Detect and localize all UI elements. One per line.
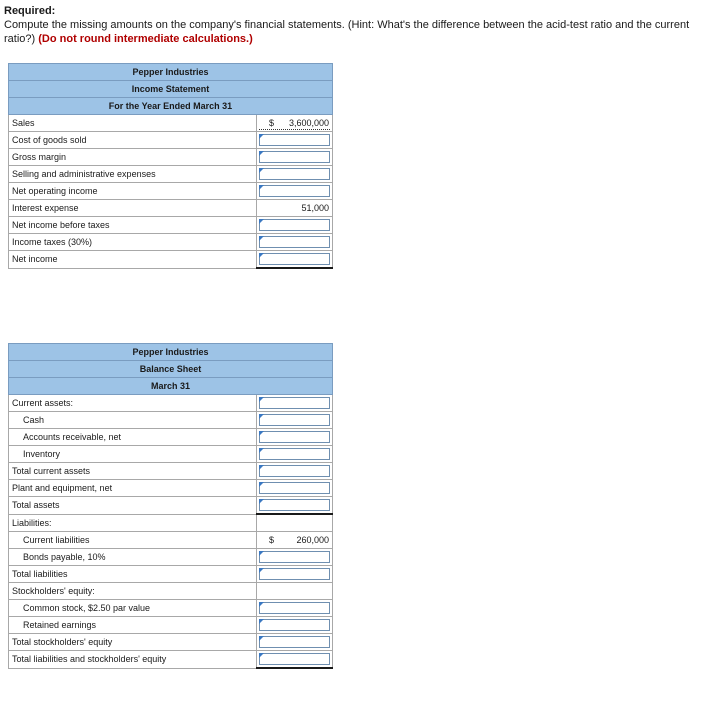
bs-row-amount-cell <box>257 651 333 669</box>
bs-row-label: Accounts receivable, net <box>9 429 257 446</box>
is-amount-input[interactable] <box>259 236 330 248</box>
bs-company-name: Pepper Industries <box>9 344 333 361</box>
bs-row-label: Current liabilities <box>9 532 257 549</box>
bs-row-label: Common stock, $2.50 par value <box>9 600 257 617</box>
is-row <box>9 132 333 149</box>
bs-row <box>9 446 333 463</box>
instructions-body: Compute the missing amounts on the company's financial statements. (Hint: What's the difference between the acid-test ratio and the current ratio?) <box>4 19 690 45</box>
bs-row <box>9 566 333 583</box>
bs-row-label: Current assets: <box>9 395 257 412</box>
bs-row-label: Bonds payable, 10% <box>9 549 257 566</box>
bs-row-amount-cell <box>257 549 333 566</box>
bs-row-label: Total liabilities <box>9 566 257 583</box>
bs-row-amount-cell <box>257 480 333 497</box>
is-row-amount-cell <box>257 200 333 217</box>
bs-row-amount-cell <box>257 600 333 617</box>
bs-period: March 31 <box>9 378 333 395</box>
bs-row-label: Total stockholders' equity <box>9 634 257 651</box>
bs-amount-input[interactable] <box>259 636 330 648</box>
income-statement-table <box>8 63 333 269</box>
bs-dollar-sign: $ <box>269 535 275 545</box>
bs-amount-input[interactable] <box>259 619 330 631</box>
is-row-label: Cost of goods sold <box>9 132 257 149</box>
bs-row <box>9 463 333 480</box>
is-row <box>9 183 333 200</box>
balance-sheet-table <box>8 343 333 669</box>
bs-row <box>9 651 333 669</box>
bs-amount-input[interactable] <box>259 602 330 614</box>
bs-amount-input[interactable] <box>259 568 330 580</box>
bs-row <box>9 600 333 617</box>
is-row <box>9 251 333 269</box>
is-row-amount-cell <box>257 115 333 132</box>
bs-amount-input[interactable] <box>259 397 330 409</box>
is-amount-input[interactable] <box>259 185 330 197</box>
bs-row <box>9 429 333 446</box>
bs-amount-input[interactable] <box>259 414 330 426</box>
bs-row-amount-cell <box>257 566 333 583</box>
is-row-label: Net operating income <box>9 183 257 200</box>
is-dollar-sign: $ <box>269 118 275 128</box>
bs-given-value: 260,000 <box>296 535 329 545</box>
is-row-label: Net income before taxes <box>9 217 257 234</box>
dotted-underline <box>259 129 330 130</box>
bs-row <box>9 549 333 566</box>
is-row-amount-cell <box>257 149 333 166</box>
bs-row-amount-cell <box>257 446 333 463</box>
bs-row-amount-cell <box>257 497 333 515</box>
bs-row <box>9 412 333 429</box>
rounding-note: (Do not round intermediate calculations.) <box>38 33 253 45</box>
is-amount-input[interactable] <box>259 151 330 163</box>
bs-row <box>9 532 333 549</box>
bs-row-label: Total liabilities and stockholders' equity <box>9 651 257 669</box>
is-company-name: Pepper Industries <box>9 64 333 81</box>
bs-row <box>9 497 333 515</box>
bs-amount-input[interactable] <box>259 448 330 460</box>
is-row-amount-cell <box>257 251 333 269</box>
is-given-value: 3,600,000 <box>288 118 329 128</box>
is-row-label: Income taxes (30%) <box>9 234 257 251</box>
bs-row-label: Inventory <box>9 446 257 463</box>
bs-row <box>9 514 333 532</box>
instructions-text <box>4 18 706 46</box>
is-given-value: 51,000 <box>301 203 329 213</box>
is-amount-input[interactable] <box>259 134 330 146</box>
bs-row-amount-cell <box>257 514 333 532</box>
required-title: Required: <box>4 5 56 17</box>
bs-amount-input[interactable] <box>259 653 330 665</box>
is-row-label: Sales <box>9 115 257 132</box>
is-row <box>9 200 333 217</box>
is-row-label: Selling and administrative expenses <box>9 166 257 183</box>
bs-amount-input[interactable] <box>259 499 330 511</box>
is-amount-input[interactable] <box>259 253 330 265</box>
bs-row-amount-cell <box>257 395 333 412</box>
bs-statement-name: Balance Sheet <box>9 361 333 378</box>
bs-amount-input[interactable] <box>259 465 330 477</box>
bs-amount-input[interactable] <box>259 482 330 494</box>
bs-row-label: Plant and equipment, net <box>9 480 257 497</box>
is-row-amount-cell <box>257 132 333 149</box>
bs-row <box>9 634 333 651</box>
is-row-label: Interest expense <box>9 200 257 217</box>
is-row <box>9 217 333 234</box>
is-amount-input[interactable] <box>259 219 330 231</box>
bs-row-amount-cell <box>257 463 333 480</box>
is-row <box>9 234 333 251</box>
bs-row-label: Retained earnings <box>9 617 257 634</box>
is-amount-input[interactable] <box>259 168 330 180</box>
is-row <box>9 166 333 183</box>
is-row-label: Gross margin <box>9 149 257 166</box>
bs-row-amount-cell <box>257 634 333 651</box>
bs-row <box>9 395 333 412</box>
bs-row-label: Total current assets <box>9 463 257 480</box>
bs-amount-input[interactable] <box>259 551 330 563</box>
is-statement-name: Income Statement <box>9 81 333 98</box>
is-row-amount-cell <box>257 166 333 183</box>
is-row <box>9 149 333 166</box>
is-row-amount-cell <box>257 183 333 200</box>
bs-row-label: Cash <box>9 412 257 429</box>
bs-row-label: Liabilities: <box>9 514 257 532</box>
instructions <box>4 4 706 46</box>
bs-amount-input[interactable] <box>259 431 330 443</box>
is-row-amount-cell <box>257 234 333 251</box>
is-period: For the Year Ended March 31 <box>9 98 333 115</box>
bs-row-label: Total assets <box>9 497 257 515</box>
bs-row-amount-cell <box>257 617 333 634</box>
bs-row-amount-cell <box>257 583 333 600</box>
is-row <box>9 115 333 132</box>
bs-row-amount-cell <box>257 429 333 446</box>
bs-row <box>9 480 333 497</box>
bs-row <box>9 583 333 600</box>
bs-row-amount-cell <box>257 412 333 429</box>
bs-row-label: Stockholders' equity: <box>9 583 257 600</box>
bs-row-amount-cell <box>257 532 333 549</box>
is-row-amount-cell <box>257 217 333 234</box>
bs-row <box>9 617 333 634</box>
is-row-label: Net income <box>9 251 257 269</box>
